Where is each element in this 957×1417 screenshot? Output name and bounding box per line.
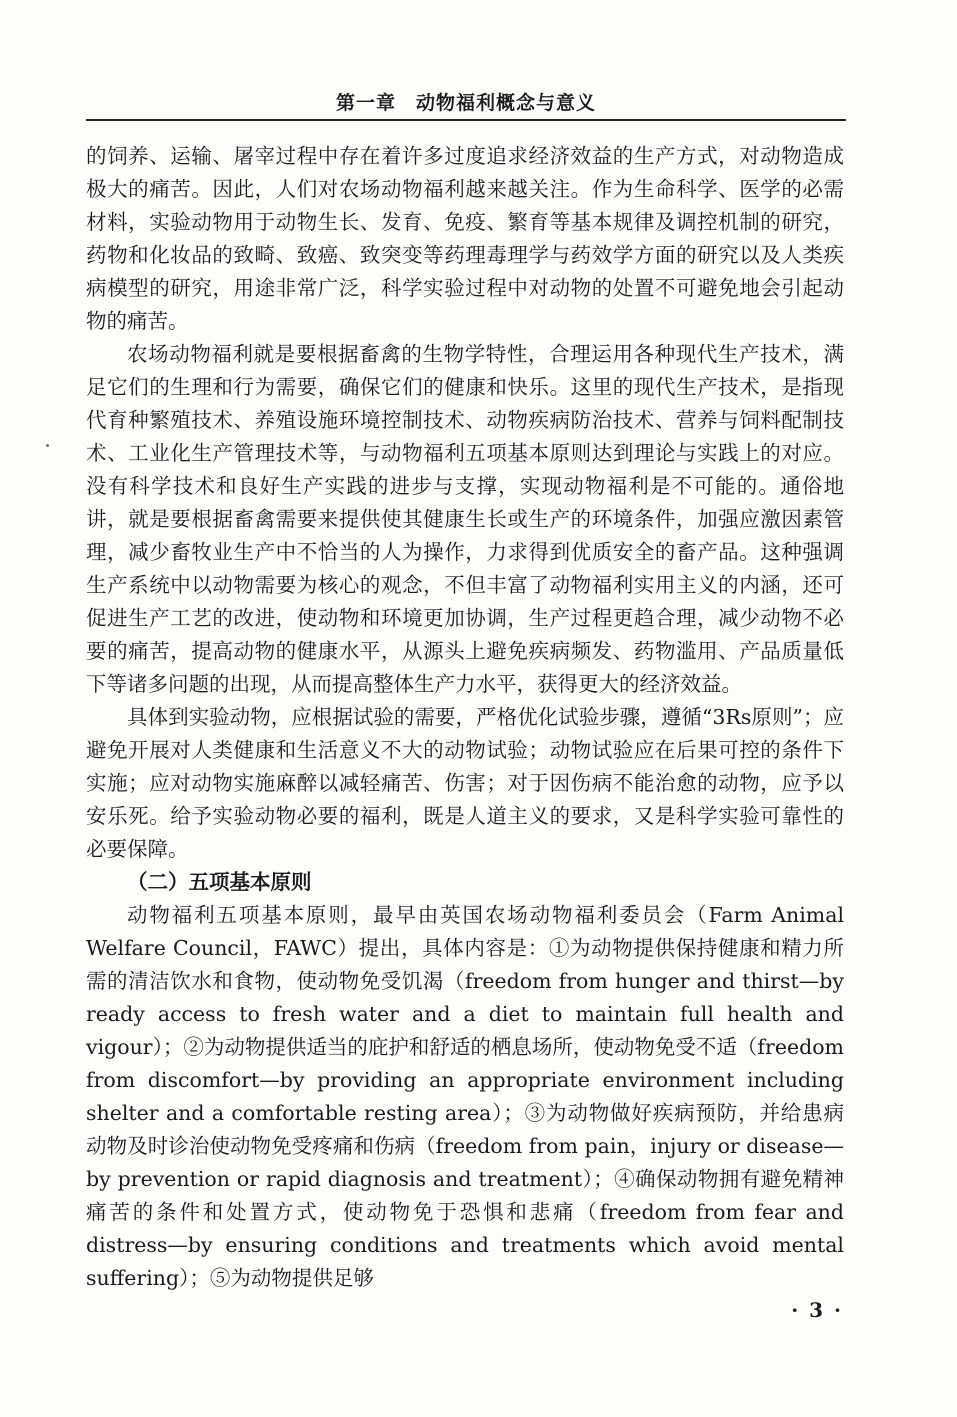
paragraph-lab-animals: 具体到实验动物，应根据试验的需要，严格优化试验步骤，遵循“3Rs原则”；应避免开展对人类健康和生活意义不大的动物试验；动物试验应在后果可控的条件下实施；应对动物实施麻醉以减轻痛苦、伤害；对于因伤病不能治愈的动物，应予以安乐死。给予实验动物必要的福利，既是人道主义的要求，又是科学实验可靠性的必要保障。 [86, 705, 844, 861]
paragraph-five-freedoms: 动物福利五项基本原则，最早由英国农场动物福利委员会（Farm Animal Welfare Council，FAWC）提出，具体内容是：①为动物提供保持健康和精力所需的清洁饮水和食物，使动物免受饥渴（freedom from hunger and thirst—by ready access to fresh water and a diet to maintain full health and vigour）；②为动物提供适当的庇护和舒适的栖息场所，使动物免受不适（freedom from discomfort—by providing an appropriate environment including shelter and a comfortable resting area）；③为动物做好疾病预防，并给患病动物及时诊治使动物免受疼痛和伤病（freedom from pain，injury or disease—by prevention or rapid diagnosis and treatment）；④确保动物拥有避免精神痛苦的条件和处置方式，使动物免于恐惧和悲痛（freedom from fear and distress—by ensuring conditions and treatments which avoid mental suffering）；⑤为动物提供足够 [86, 903, 844, 1290]
margin-speck [46, 444, 49, 447]
header-rule [86, 119, 846, 121]
running-head-chapter-title: 第一章 动物福利概念与意义 [335, 92, 596, 114]
section-heading-five-principles: （二）五项基本原则 [127, 870, 312, 894]
paragraph-continued: 的饲养、运输、屠宰过程中存在着许多过度追求经济效益的生产方式，对动物造成极大的痛苦。因此，人们对农场动物福利越来越关注。作为生命科学、医学的必需材料，实验动物用于动物生长、发育、免疫、繁育等基本规律及调控机制的研究，药物和化妆品的致畸、致癌、致突变等药理毒理学与药效学方面的研究以及人类疾病模型的研究，用途非常广泛，科学实验过程中对动物的处置不可避免地会引起动物的痛苦。 [86, 144, 844, 333]
paragraph-farm-animal-welfare: 农场动物福利就是要根据畜禽的生物学特性，合理运用各种现代生产技术，满足它们的生理和行为需要，确保它们的健康和快乐。这里的现代生产技术，是指现代育种繁殖技术、养殖设施环境控制技术、动物疾病防治技术、营养与饲料配制技术、工业化生产管理技术等，与动物福利五项基本原则达到理论与实践上的对应。没有科学技术和良好生产实践的进步与支撑，实现动物福利是不可能的。通俗地讲，就是要根据畜禽需要来提供使其健康生长或生产的环境条件，加强应激因素管理，减少畜牧业生产中不恰当的人为操作，力求得到优质安全的畜产品。这种强调生产系统中以动物需要为核心的观念，不但丰富了动物福利实用主义的内涵，还可促进生产工艺的改进，使动物和环境更加协调，生产过程更趋合理，减少动物不必要的痛苦，提高动物的健康水平，从源头上避免疾病频发、药物滥用、产品质量低下等诸多问题的出现，从而提高整体生产力水平，获得更大的经济效益。 [86, 342, 844, 696]
page-body [86, 140, 844, 1295]
page-number: · 3 · [791, 1298, 843, 1322]
